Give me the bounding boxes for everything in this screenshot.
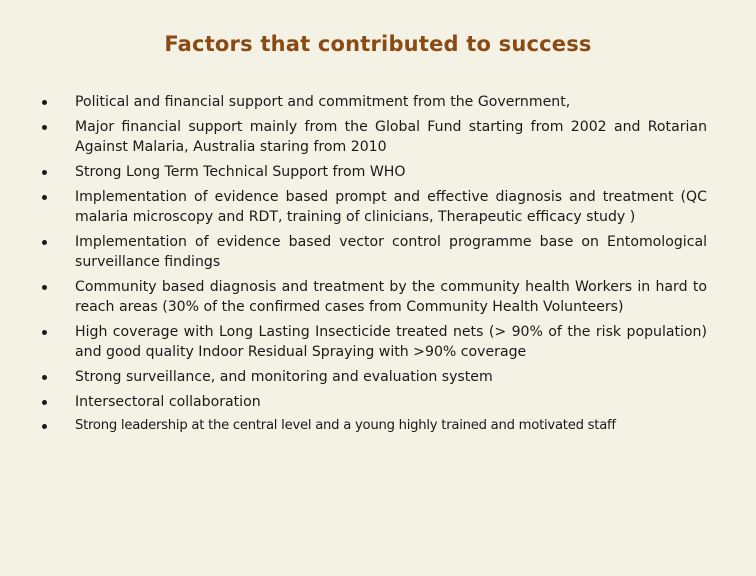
bullet-text: Implementation of evidence based prompt and effective diagnosis and treatment (QC malaria microscopy and RDT, training of clinicians, Therapeutic efficacy study ) (75, 188, 707, 225)
bullet-dot-icon (42, 330, 47, 335)
bullet-dot-icon (42, 424, 47, 429)
bullet-item-global-fund (42, 117, 707, 158)
bullet-item-diagnosis-treatment (42, 187, 707, 228)
bullet-dot-icon (42, 125, 47, 130)
slide-title: Factors that contributed to success (164, 32, 592, 56)
bullet-item-government-support (42, 92, 707, 112)
bullet-item-who-support (42, 162, 707, 182)
bullet-dot-icon (42, 170, 47, 175)
bullet-text: Major financial support mainly from the Global Fund starting from 2002 and Rotarian Against Malaria, Australia staring from 2010 (75, 118, 707, 156)
bullet-item-intersectoral (42, 392, 707, 412)
bullet-dot-icon (42, 240, 47, 245)
bullet-text: Strong Long Term Technical Support from WHO (75, 163, 406, 180)
bullet-item-nets-spraying (42, 322, 707, 363)
bullet-dot-icon (42, 400, 47, 405)
bullet-dot-icon (42, 195, 47, 200)
bullet-dot-icon (42, 375, 47, 380)
bullet-item-community-health (42, 277, 707, 318)
bullet-item-vector-control (42, 232, 707, 273)
bullet-text: Implementation of evidence based vector control programme base on Entomological surveillance findings (75, 233, 707, 271)
bullet-text: Strong surveillance, and monitoring and evaluation system (75, 368, 493, 385)
bullet-list (42, 92, 707, 441)
bullet-text: Strong leadership at the central level and a young highly trained and motivated staff (75, 418, 616, 434)
bullet-item-surveillance (42, 367, 707, 387)
bullet-text: Intersectoral collaboration (75, 393, 261, 410)
bullet-text: High coverage with Long Lasting Insecticide treated nets (> 90% of the risk population) and good quality Indoor Residual Spraying with >90% coverage (75, 323, 707, 361)
bullet-text: Community based diagnosis and treatment by the community health Workers in hard to reach areas (30% of the confirmed cases from Community Health Volunteers) (75, 278, 707, 316)
bullet-item-leadership (42, 416, 707, 436)
bullet-text: Political and financial support and commitment from the Government, (75, 94, 571, 110)
bullet-dot-icon (42, 285, 47, 290)
bullet-dot-icon (42, 100, 47, 105)
